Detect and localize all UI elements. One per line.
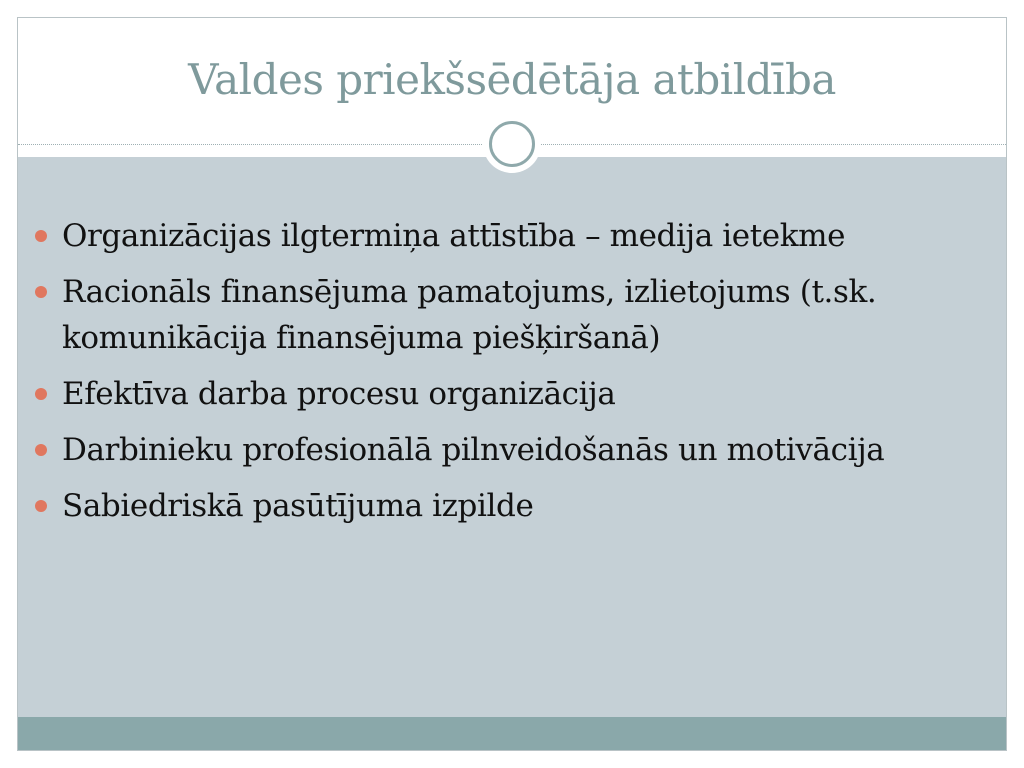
list-item-text: Racionāls finansējuma pamatojums, izlietojums (t.sk. komunikācija finansējuma piešķiršanā) [62, 274, 877, 356]
bullet-dot-icon [35, 286, 47, 298]
bullet-dot-icon [35, 500, 47, 512]
list-item [32, 269, 962, 361]
list-item-text: Sabiedriskā pasūtījuma izpilde [62, 488, 534, 524]
list-item-text: Organizācijas ilgtermiņa attīstība – medija ietekme [62, 218, 846, 254]
list-item-text: Efektīva darba procesu organizācija [62, 376, 616, 412]
bullet-dot-icon [35, 444, 47, 456]
bullet-dot-icon [35, 388, 47, 400]
footer-bar [18, 717, 1006, 750]
list-item [32, 483, 962, 529]
ring-icon [483, 115, 541, 173]
bullet-dot-icon [35, 230, 47, 242]
bullet-list [32, 213, 962, 539]
list-item-text: Darbinieku profesionālā pilnveidošanās un motivācija [62, 432, 885, 468]
ring-inner [489, 121, 535, 167]
list-item [32, 427, 962, 473]
list-item [32, 213, 962, 259]
slide-title: Valdes priekšsēdētāja atbildība [188, 55, 836, 104]
list-item [32, 371, 962, 417]
